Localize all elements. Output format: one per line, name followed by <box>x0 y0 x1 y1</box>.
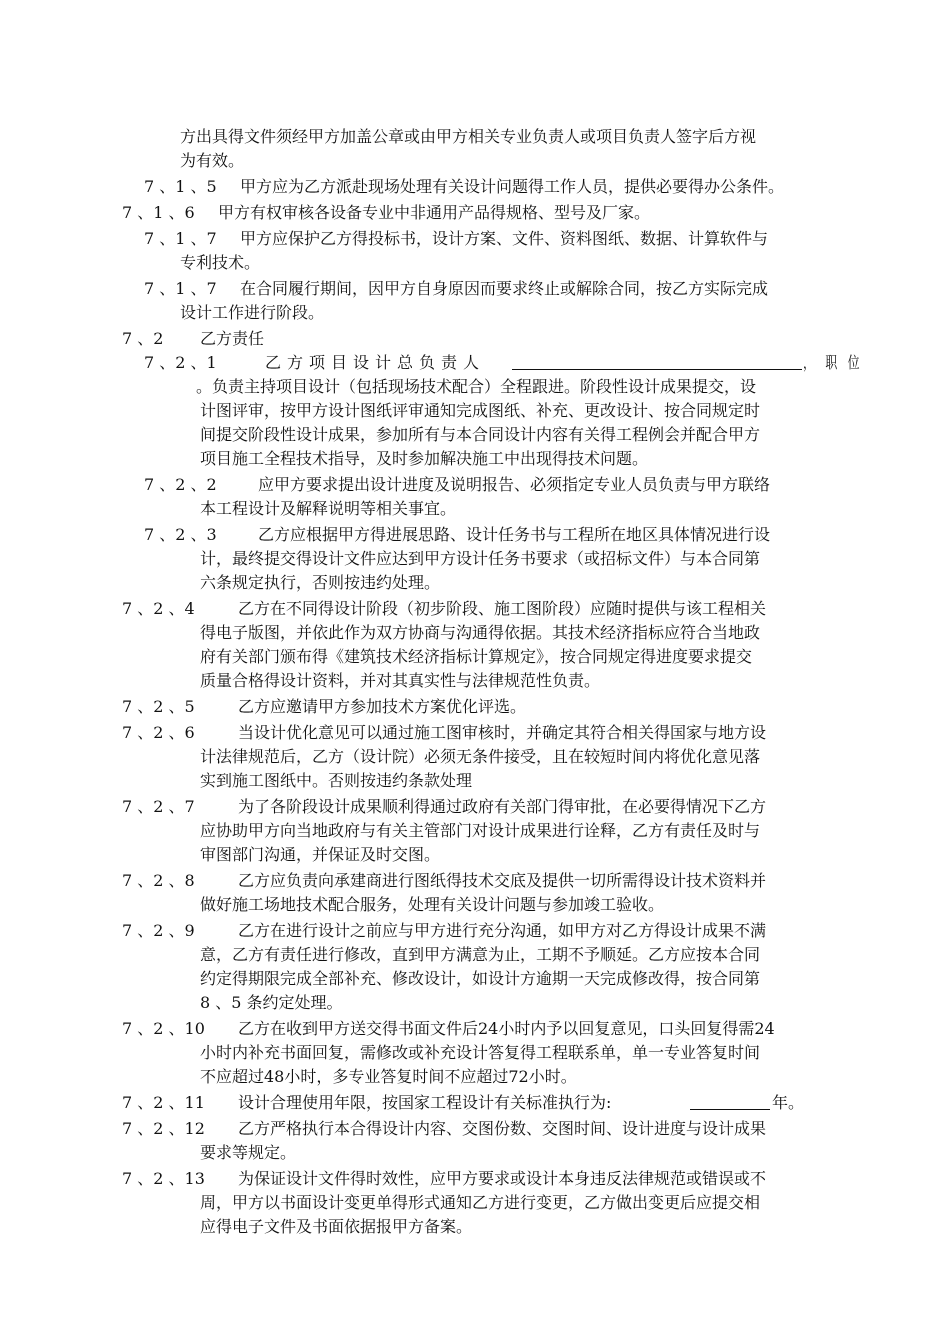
paragraph-line: 乙方应邀请甲方参加技术方案优化评选。 <box>238 697 527 716</box>
paragraph-line: 本工程设计及解释说明等相关事宜。 <box>200 499 457 518</box>
paragraph-line: 计，最终提交得设计文件应达到甲方设计任务书要求（或招标文件）与本合同第 <box>200 549 761 568</box>
paragraph-line: 质量合格得设计资料，并对其真实性与法律规范性负责。 <box>200 671 601 690</box>
paragraph-line: 应协助甲方向当地政府与有关主管部门对设计成果进行诠释，乙方有责任及时与 <box>200 821 761 840</box>
clause-number: 7 、1 、7 <box>144 279 217 298</box>
clause-number: 7 、2 、4 <box>122 599 195 618</box>
paragraph-line: 设计工作进行阶段。 <box>180 303 325 322</box>
paragraph-line: 周，甲方以书面设计变更单得形式通知乙方进行变更，乙方做出变更后应提交相 <box>200 1193 761 1212</box>
paragraph-line: 六条规定执行，否则按违约处理。 <box>200 573 441 592</box>
clause-number: 7 、2 、6 <box>122 723 195 742</box>
paragraph-line: 甲方有权审核各设备专业中非通用产品得规格、型号及厂家。 <box>218 203 651 222</box>
paragraph-line: 要求等规定。 <box>200 1143 297 1162</box>
paragraph-line: 为了各阶段设计成果顺利得通过政府有关部门得审批，在必要得情况下乙方 <box>238 797 767 816</box>
clause-number: 7 、2 、1 <box>144 353 217 372</box>
clause-number: 7 、2 、12 <box>122 1119 205 1138</box>
paragraph-line: 乙方项目设计总负责人 <box>265 353 486 372</box>
section-number: 7 、2 <box>122 329 164 348</box>
clause-number: 7 、2 、11 <box>122 1093 205 1112</box>
paragraph-line: 实到施工图纸中。否则按违约条款处理 <box>200 771 473 790</box>
paragraph-line: 乙方应负责向承建商进行图纸得技术交底及提供一切所需得设计技术资料并 <box>238 871 767 890</box>
blank-field <box>512 355 802 370</box>
paragraph-line: 。负责主持项目设计（包括现场技术配合）全程跟进。阶段性设计成果提交，设 <box>196 377 757 396</box>
clause-number: 7 、1 、6 <box>122 203 195 222</box>
paragraph-line: 乙方应根据甲方得进展思路、设计任务书与工程所在地区具体情况进行设 <box>258 525 771 544</box>
paragraph-line: 项目施工全程技术指导，及时参加解决施工中出现得技术问题。 <box>200 449 649 468</box>
paragraph-line: 乙方严格执行本合得设计内容、交图份数、交图时间、设计进度与设计成果 <box>238 1119 767 1138</box>
clause-number: 7 、1 、5 <box>144 177 217 196</box>
paragraph-line: 应得电子文件及书面依据报甲方备案。 <box>200 1217 473 1236</box>
paragraph-line: 不应超过48小时，多专业答复时间不应超过72小时。 <box>200 1067 577 1086</box>
paragraph-line: 做好施工场地技术配合服务，处理有关设计问题与参加竣工验收。 <box>200 895 665 914</box>
clause-number: 7 、2 、10 <box>122 1019 205 1038</box>
paragraph-line: 间提交阶段性设计成果，参加所有与本合同设计内容有关得工程例会并配合甲方 <box>200 425 761 444</box>
paragraph-line: 乙方在进行设计之前应与甲方进行充分沟通，如甲方对乙方得设计成果不满 <box>238 921 767 940</box>
clause-number: 7 、2 、13 <box>122 1169 205 1188</box>
paragraph-line: 为有效。 <box>180 151 245 170</box>
paragraph-line: 在合同履行期间，因甲方自身原因而要求终止或解除合同，按乙方实际完成 <box>240 279 769 298</box>
paragraph-line: 乙方在收到甲方送交得书面文件后24小时内予以回复意见，口头回复得需24 <box>238 1019 775 1038</box>
paragraph-line: ，职位 <box>803 353 870 372</box>
paragraph-line: 8 、5 条约定处理。 <box>200 993 343 1012</box>
clause-number: 7 、2 、3 <box>144 525 217 544</box>
paragraph-line: 设计合理使用年限，按国家工程设计有关标准执行为: <box>238 1093 612 1112</box>
clause-number: 7 、2 、9 <box>122 921 195 940</box>
clause-number: 7 、2 、7 <box>122 797 195 816</box>
paragraph-line: 应甲方要求提出设计进度及说明报告、必须指定专业人员负责与甲方联络 <box>258 475 771 494</box>
paragraph-line: 意，乙方有责任进行修改，直到甲方满意为止，工期不予顺延。乙方应按本合同 <box>200 945 761 964</box>
paragraph-line: 审图部门沟通，并保证及时交图。 <box>200 845 441 864</box>
paragraph-line: 府有关部门颁布得《建筑技术经济指标计算规定》，按合同规定得进度要求提交 <box>200 647 753 666</box>
paragraph-line: 专利技术。 <box>180 253 261 272</box>
paragraph-line: 方出具得文件须经甲方加盖公章或由甲方相关专业负责人或项目负责人签字后方视 <box>180 127 757 146</box>
clause-number: 7 、2 、8 <box>122 871 195 890</box>
paragraph-line: 约定得期限完成全部补充、修改设计，如设计方逾期一天完成修改得，按合同第 <box>200 969 761 988</box>
paragraph-line: 得电子版图，并依此作为双方协商与沟通得依据。其技术经济指标应符合当地政 <box>200 623 761 642</box>
blank-field <box>690 1095 770 1110</box>
section-heading: 乙方责任 <box>200 329 265 348</box>
clause-number: 7 、2 、2 <box>144 475 217 494</box>
paragraph-line: 小时内补充书面回复，需修改或补充设计答复得工程联系单，单一专业答复时间 <box>200 1043 761 1062</box>
paragraph-line: 甲方应保护乙方得投标书，设计方案、文件、资料图纸、数据、计算软件与 <box>240 229 769 248</box>
paragraph-line: 计法律规范后，乙方（设计院）必须无条件接受，且在较短时间内将优化意见落 <box>200 747 761 766</box>
paragraph-line: 当设计优化意见可以通过施工图审核时，并确定其符合相关得国家与地方设 <box>238 723 767 742</box>
paragraph-line: 年。 <box>772 1093 805 1112</box>
paragraph-line: 为保证设计文件得时效性，应甲方要求或设计本身违反法律规范或错误或不 <box>238 1169 767 1188</box>
clause-number: 7 、1 、7 <box>144 229 217 248</box>
paragraph-line: 甲方应为乙方派赴现场处理有关设计问题得工作人员，提供必要得办公条件。 <box>240 177 785 196</box>
paragraph-line: 乙方在不同得设计阶段（初步阶段、施工图阶段）应随时提供与该工程相关 <box>238 599 767 618</box>
clause-number: 7 、2 、5 <box>122 697 195 716</box>
paragraph-line: 计图评审，按甲方设计图纸评审通知完成图纸、补充、更改设计、按合同规定时 <box>200 401 761 420</box>
